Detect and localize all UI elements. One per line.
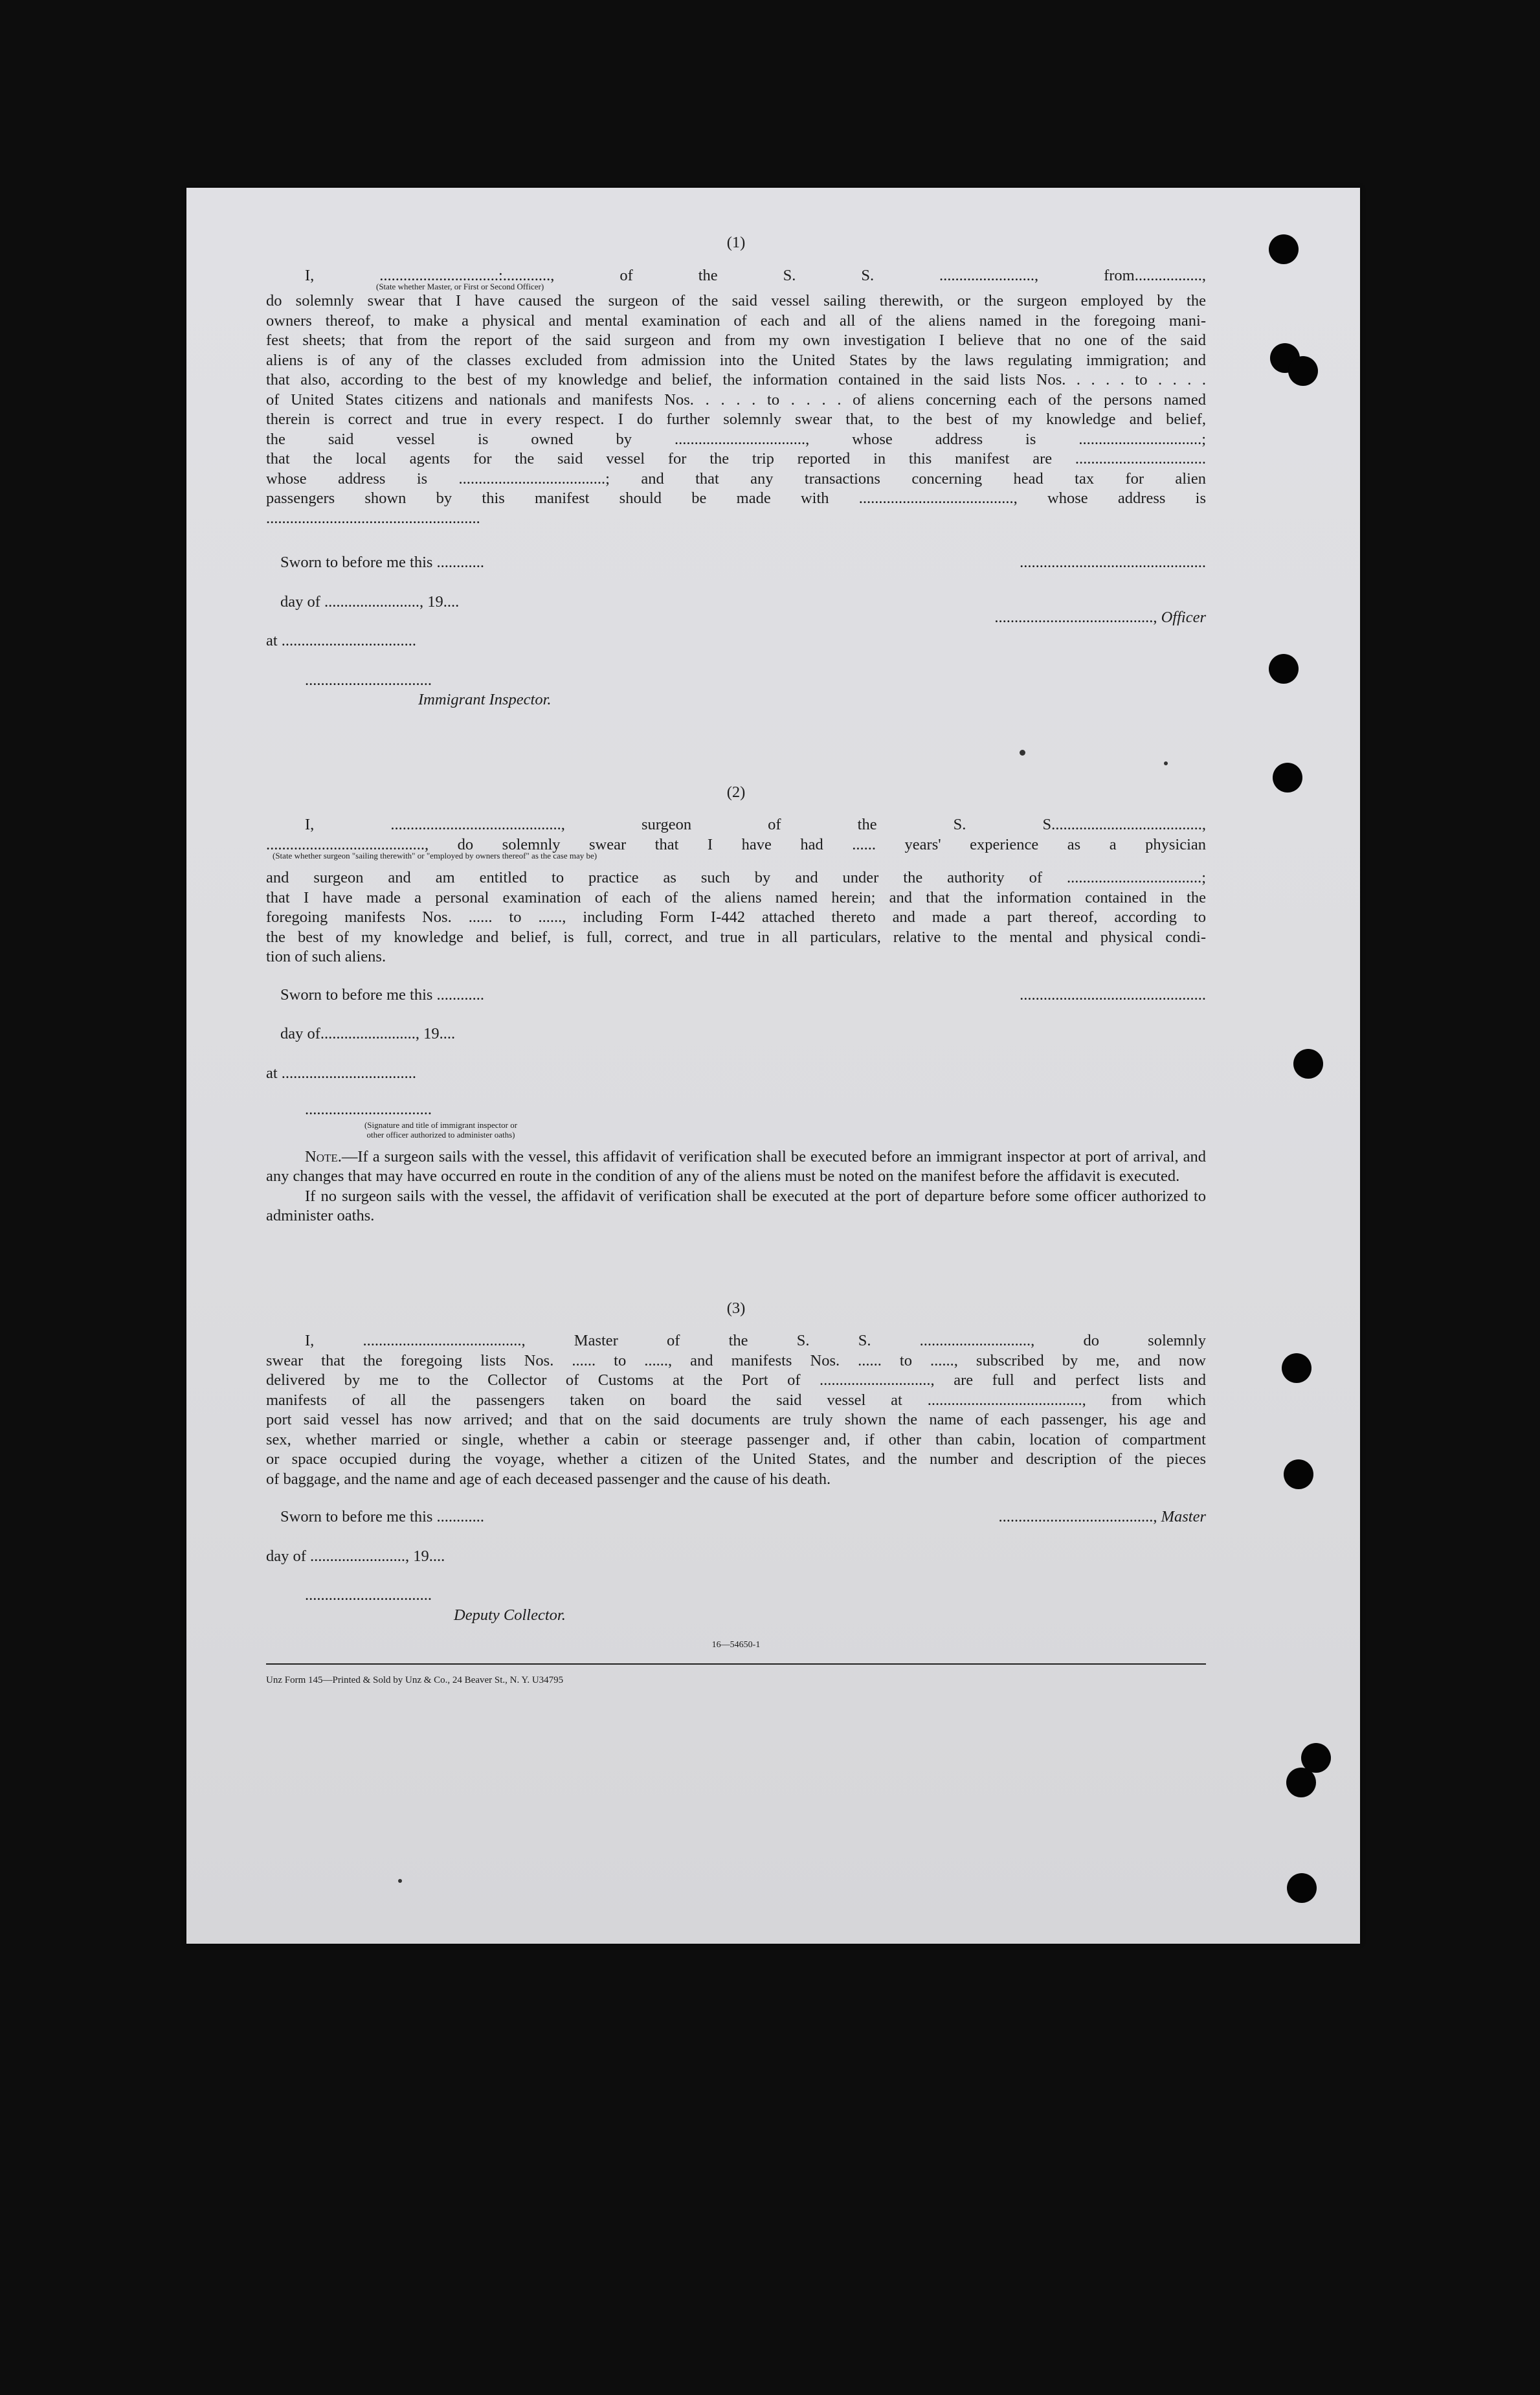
section-2-number: (2) (726, 783, 746, 801)
section-1-line: owners thereof, to make a physical and mental examination of each and all of the aliens named in the foregoing mani- (266, 311, 1206, 330)
ink-speck (1164, 761, 1168, 765)
section-2-line: foregoing manifests Nos. ...... to ......, including Form I-442 attached thereto and made a part thereof, according to (266, 908, 1206, 926)
section-2-note (266, 1147, 1206, 1187)
section-1-first-line: I, ..............................:............, of the S. S. ........................, from................., (305, 266, 1206, 284)
section-2-at: at .................................. (266, 1064, 417, 1082)
section-2 (266, 783, 1206, 1226)
section-1-line: whose address is .....................................; and that any transactions concerning head tax for alien (266, 469, 1206, 488)
section-1-day: day of ........................, 19.... (280, 592, 460, 611)
section-1-body (266, 291, 1206, 528)
punch-hole (1269, 234, 1299, 264)
section-3-line: swear that the foregoing lists Nos. ...... to ......, and manifests Nos. ...... to ......, subscribed by me, and now (266, 1351, 1206, 1369)
section-1 (266, 233, 1206, 710)
section-3-number: (3) (726, 1299, 746, 1317)
section-1-sworn-blank: ............................................... (1020, 554, 1206, 571)
punch-hole (1282, 1353, 1311, 1383)
section-2-sworn-blank: ............................................... (1020, 985, 1206, 1004)
section-1-officer-line (792, 608, 1206, 628)
section-3-collector-title: Deputy Collector. (454, 1606, 566, 1624)
section-2-note-text: —If a surgeon sails with the vessel, this affidavit of verification shall be executed before an immigrant inspector at port of arrival, and any changes that may have occurred en route in the condition of any of the aliens must be noted on the manifest before the affidavit is executed. (266, 1147, 1206, 1185)
form-number: 16—54650-1 (711, 1640, 761, 1650)
section-3-master-label: Master (1161, 1508, 1206, 1525)
section-2-day: day of........................, 19.... (280, 1025, 456, 1042)
punch-hole (1269, 654, 1299, 684)
section-1-officer-note: (State whether Master, or First or Second Officer) (376, 282, 544, 291)
section-2-line: that I have made a personal examination of each of the aliens named herein; and that the information contained in the (266, 888, 1206, 906)
section-3-line: manifests of all the passengers taken on board the said vessel at ......................................., from which (266, 1391, 1206, 1409)
document-page (186, 188, 1360, 1944)
section-2-first-line: I, ..........................................., surgeon of the S. S......................................, (305, 816, 1206, 833)
section-1-officer-label: Officer (1161, 608, 1206, 626)
section-2-line: and surgeon and am entitled to practice as such by and under the authority of ..................................; (266, 869, 1206, 886)
section-3-sworn: Sworn to before me this ............ (280, 1508, 485, 1525)
section-3-master-line (792, 1507, 1206, 1527)
section-1-at: at .................................. (266, 632, 417, 649)
section-1-line: fest sheets; that from the report of the said surgeon and from my own investigation I believe that no one of the said (266, 332, 1206, 349)
section-2-signature-dots: ................................ (305, 1101, 432, 1118)
section-2-sworn-row (266, 985, 1206, 1006)
section-2-signature-note-1: (Signature and title of immigrant inspector or (364, 1119, 518, 1130)
section-3-first-line: I, ........................................, Master of the S. S. ............................, do solemnly (305, 1332, 1206, 1349)
section-2-signature-note (305, 1120, 577, 1140)
punch-hole (1284, 1459, 1313, 1489)
section-2-line: the best of my knowledge and belief, is full, correct, and true in all particulars, relative to the mental and physical condi- (266, 928, 1206, 946)
section-3-day: day of ........................, 19.... (266, 1547, 445, 1565)
punch-hole (1293, 1049, 1323, 1079)
section-1-inspector-title: Immigrant Inspector. (418, 691, 552, 708)
section-1-line: that the local agents for the said vessel for the trip reported in this manifest are ................................. (266, 450, 1206, 467)
section-1-line: the said vessel is owned by ................................., whose address is ...............................; (266, 430, 1206, 448)
section-2-last-line: tion of such aliens. (266, 948, 386, 965)
section-3 (266, 1299, 1206, 1626)
punch-hole (1287, 1873, 1317, 1903)
section-1-day-row (266, 592, 1206, 626)
punch-hole (1273, 763, 1302, 793)
section-1-line: therein is correct and true in every respect. I do further solemnly swear that, to the best of my knowledge and belief, (266, 410, 1206, 428)
section-3-last-line: of baggage, and the name and age of each deceased passenger and the cause of his death. (266, 1470, 831, 1488)
manifest-affidavit-form (266, 233, 1206, 1687)
section-3-line: delivered by me to the Collector of Customs at the Port of ............................, are full and perfect lists and (266, 1371, 1206, 1389)
footer-rule (266, 1663, 1206, 1665)
section-1-number: (1) (726, 234, 746, 251)
section-3-sworn-row (266, 1507, 1206, 1527)
section-1-line: do solemnly swear that I have caused the surgeon of the said vessel sailing therewith, or the surgeon employed by the (266, 292, 1206, 309)
punch-hole (1286, 1768, 1316, 1797)
section-2-note-2: If no surgeon sails with the vessel, the affidavit of verification shall be executed at the port of departure before some officer authorized to administer oaths. (266, 1187, 1206, 1224)
ink-speck (398, 1879, 402, 1883)
section-2-surgeon-note: (State whether surgeon "sailing therewith" or "employed by owners thereof" as the case may be) (273, 851, 597, 860)
section-1-line: of United States citizens and nationals and manifests Nos. . . . . to . . . . of aliens concerning each of the persons named (266, 390, 1206, 409)
section-2-sworn: Sworn to before me this ............ (280, 985, 485, 1004)
ink-speck (1020, 750, 1025, 756)
section-3-line: sex, whether married or single, whether a cabin or steerage passenger and, if other than cabin, location of compartment (266, 1430, 1206, 1448)
section-1-sworn-row (266, 553, 1206, 573)
section-3-line: port said vessel has now arrived; and that on the said documents are truly shown the name of each passenger, his age and (266, 1411, 1206, 1428)
punch-hole (1288, 356, 1318, 386)
section-1-officer-dots: ........................................, (994, 608, 1161, 626)
section-1-inspector-dots: ................................ (305, 671, 432, 689)
section-1-line: that also, according to the best of my knowledge and belief, the information contained in the said lists Nos. . . . . to . . . . (266, 371, 1206, 388)
section-1-last-line: ...................................................... (266, 509, 480, 527)
section-1-line: passengers shown by this manifest should be made with ......................................., whose address is (266, 489, 1206, 507)
section-2-note-heading: Note. (305, 1147, 342, 1165)
section-3-line: or space occupied during the voyage, whether a citizen of the United States, and the number and description of the pieces (266, 1450, 1206, 1468)
printer-footer: Unz Form 145—Printed & Sold by Unz & Co., 24 Beaver St., N. Y. U34795 (266, 1674, 564, 1685)
section-3-master-dots: ......................................., (998, 1508, 1161, 1525)
section-2-signature-note-2: other officer authorized to administer oaths) (366, 1129, 515, 1140)
section-1-sworn: Sworn to before me this ............ (280, 554, 485, 571)
section-2-second-line: ........................................, do solemnly swear that I have had ...... years' experience as a physician (266, 835, 1206, 853)
section-3-collector-dots: ................................ (305, 1586, 432, 1604)
section-1-line: aliens is of any of the classes excluded from admission into the United States by the laws regulating immigration; and (266, 351, 1206, 369)
